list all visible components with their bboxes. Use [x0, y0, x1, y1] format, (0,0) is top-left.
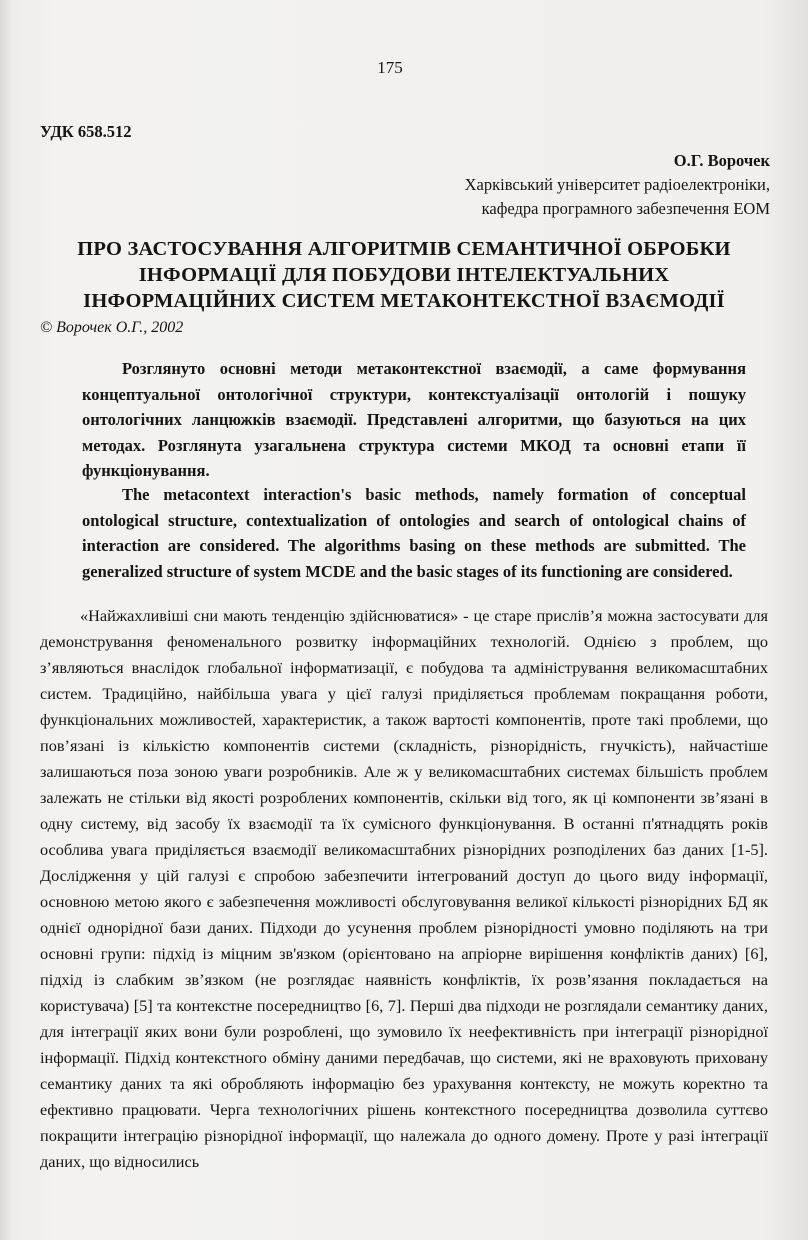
body-paragraph: «Найжахливіші сни мають тенденцію здійснюватися» - це старе прислів’я можна застосувати для демонстрування феноменального розвитку інформаційних технологій. Однією з проблем, що з’являються внаслідок глобальної інформатизації, є побудова та адміністрування великомасштабних систем. Традиційно, найбільша увага у цієї галузі приділяється проблемам покращання роботи, функціональних можливостей, характеристик, а також вартості компонентів, проте такі проблеми, що пов’язані із кількістю компонентів системи (складність, різнорідність, гнучкість), найчастіше залишаються поза зоною уваги розробників. Але ж у великомасштабних системах більшість проблем залежать не стільки від якості розроблених компонентів, скільки від того, як ці компоненти зв’язані в одну систему, від засобу їх взаємодії та їх сумісного функціонування. В останні п'ятнадцять років особлива увага приділяється взаємодії великомасштабних різнорідних розподілених баз даних [1-5]. Дослідження у цій галузі є спробою забезпечити інтегрований доступ до цього виду інформації, основною метою якого є забезпечення можливості обслуговування великої кількості різнорідних БД як однієї однорідної бази даних. Підходи до усунення проблем різнорідності умовно поділяють на три основні групи: підхід із міцним зв'язком (орієнтовано на апріорне вирішення конфліктів даних) [6], підхід із слабким зв’язком (не розглядає наявність конфліктів, їх розв’язання покладається на користувача) [5] та контекстне посередництво [6, 7]. Перші два підходи не розглядали семантику даних, для інтеграції яких вони були розроблені, що зумовило їх неефективність при інтеграції різнорідної інформації. Підхід контекстного обміну даними передбачав, що системи, які не враховують приховану семантику даних та які обробляють інформацію без урахування контексту, не можуть коректно та ефективно працювати. Черга технологічних рішень контекстного посередництва дозволила суттєво покращити інтеграцію різнорідної інформації, що належала до одного домену. Проте у разі інтеграції даних, що відносились — [40, 606, 768, 1171]
paper-title: ПРО ЗАСТОСУВАННЯ АЛГОРИТМІВ СЕМАНТИЧНОЇ ОБРОБКИ ІНФОРМАЦІЇ ДЛЯ ПОБУДОВИ ІНТЕЛЕКТУАЛЬНИХ ІНФОРМАЦІЙНИХ СИСТЕМ МЕТАКОНТЕКСТНОЇ ВЗАЄМОДІЇ — [77, 238, 731, 312]
udk-code: УДК 658.512 — [40, 122, 132, 141]
abstract-ukrainian: Розглянуто основні методи метаконтекстної взаємодії, а саме формування концептуальної онтологічної структури, контекстуалізації онтологій і пошуку онтологічних ланцюжків взаємодії. Представлені алгоритми, що базуються на цих методах. Розглянута узагальнена структура системи МКОД та основні етапи її функціонування. — [82, 359, 746, 480]
abstract-english: The metacontext interaction's basic methods, namely formation of conceptual ontological structure, contextualization of ontologies and search of ontological chains of interaction are considered. The algorithms basing on these methods are submitted. The generalized structure of system MCDE and the basic stages of its functioning are considered. — [82, 485, 746, 581]
author-name: О.Г. Ворочек — [673, 151, 770, 170]
page-number: 175 — [377, 58, 403, 77]
affiliation-line-1: Харківський університет радіоелектроніки, — [464, 175, 770, 194]
affiliation-line-2: кафедра програмного забезпечення ЕОМ — [481, 199, 770, 218]
copyright-line: © Ворочек О.Г., 2002 — [40, 319, 184, 336]
author-block — [465, 149, 770, 221]
